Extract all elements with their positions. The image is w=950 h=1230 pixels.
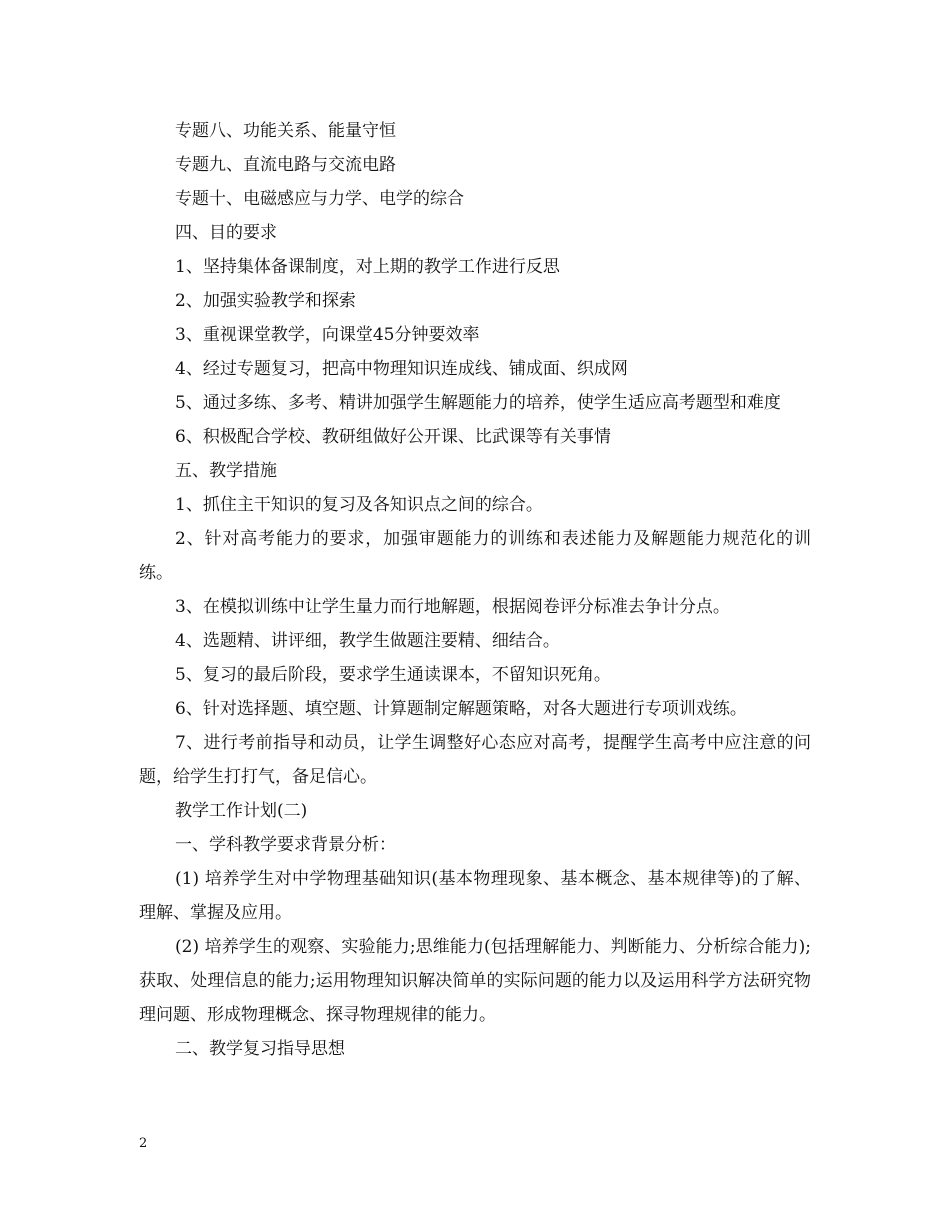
page-number: 2	[139, 1136, 148, 1151]
paragraph-measure-1: 1、抓住主干知识的复习及各知识点之间的综合。	[175, 495, 543, 515]
paragraph-measure-6: 6、针对选择题、填空题、计算题制定解题策略，对各大题进行专项训戏练。	[175, 699, 747, 719]
paragraph-objective-2: 2、加强实验教学和探索	[175, 291, 356, 311]
paragraph-measure-5: 5、复习的最后阶段，要求学生通读课本，不留知识死角。	[175, 665, 611, 685]
paragraph-objective-1: 1、坚持集体备课制度，对上期的教学工作进行反思	[175, 257, 560, 277]
paragraph-objective-3: 3、重视课堂教学，向课堂45分钟要效率	[175, 325, 480, 345]
document-body	[139, 114, 811, 1066]
paragraph-measure-4: 4、选题精、讲评细，教学生做题注要精、细结合。	[175, 631, 560, 651]
paragraph-topic-9: 专题九、直流电路与交流电路	[175, 155, 396, 175]
paragraph-objective-5: 5、通过多练、多考、精讲加强学生解题能力的培养，使学生适应高考题型和难度	[175, 393, 781, 413]
paragraph-background-2: (2) 培养学生的观察、实验能力;思维能力(包括理解能力、判断能力、分析综合能力);获取、处理信息的能力;运用物理知识解决简单的实际问题的能力以及运用科学方法研究物理问题、形成物理概念、探寻物理规律的能力。	[139, 937, 811, 1025]
paragraph-objective-4: 4、经过专题复习，把高中物理知识连成线、铺成面、织成网	[175, 359, 628, 379]
paragraph-topic-10: 专题十、电磁感应与力学、电学的综合	[175, 189, 464, 209]
section-heading-measures: 五、教学措施	[175, 461, 277, 481]
paragraph-measure-7: 7、进行考前指导和动员，让学生调整好心态应对高考，提醒学生高考中应注意的问题，给学生打打气，备足信心。	[139, 733, 811, 787]
section-heading-background: 一、学科教学要求背景分析：	[175, 835, 396, 855]
section-heading-objectives: 四、目的要求	[175, 223, 277, 243]
paragraph-background-1: (1) 培养学生对中学物理基础知识(基本物理现象、基本概念、基本规律等)的了解、理解、掌握及应用。	[139, 869, 811, 923]
section-heading-guiding-thought: 二、教学复习指导思想	[175, 1039, 345, 1059]
paragraph-measure-3: 3、在模拟训练中让学生量力而行地解题，根据阅卷评分标准去争计分点。	[175, 597, 730, 617]
paragraph-topic-8: 专题八、功能关系、能量守恒	[175, 121, 396, 141]
paragraph-measure-2: 2、针对高考能力的要求，加强审题能力的训练和表述能力及解题能力规范化的训练。	[139, 529, 811, 583]
section-title-plan-2: 教学工作计划(二)	[175, 801, 308, 821]
paragraph-objective-6: 6、积极配合学校、教研组做好公开课、比武课等有关事情	[175, 427, 611, 447]
